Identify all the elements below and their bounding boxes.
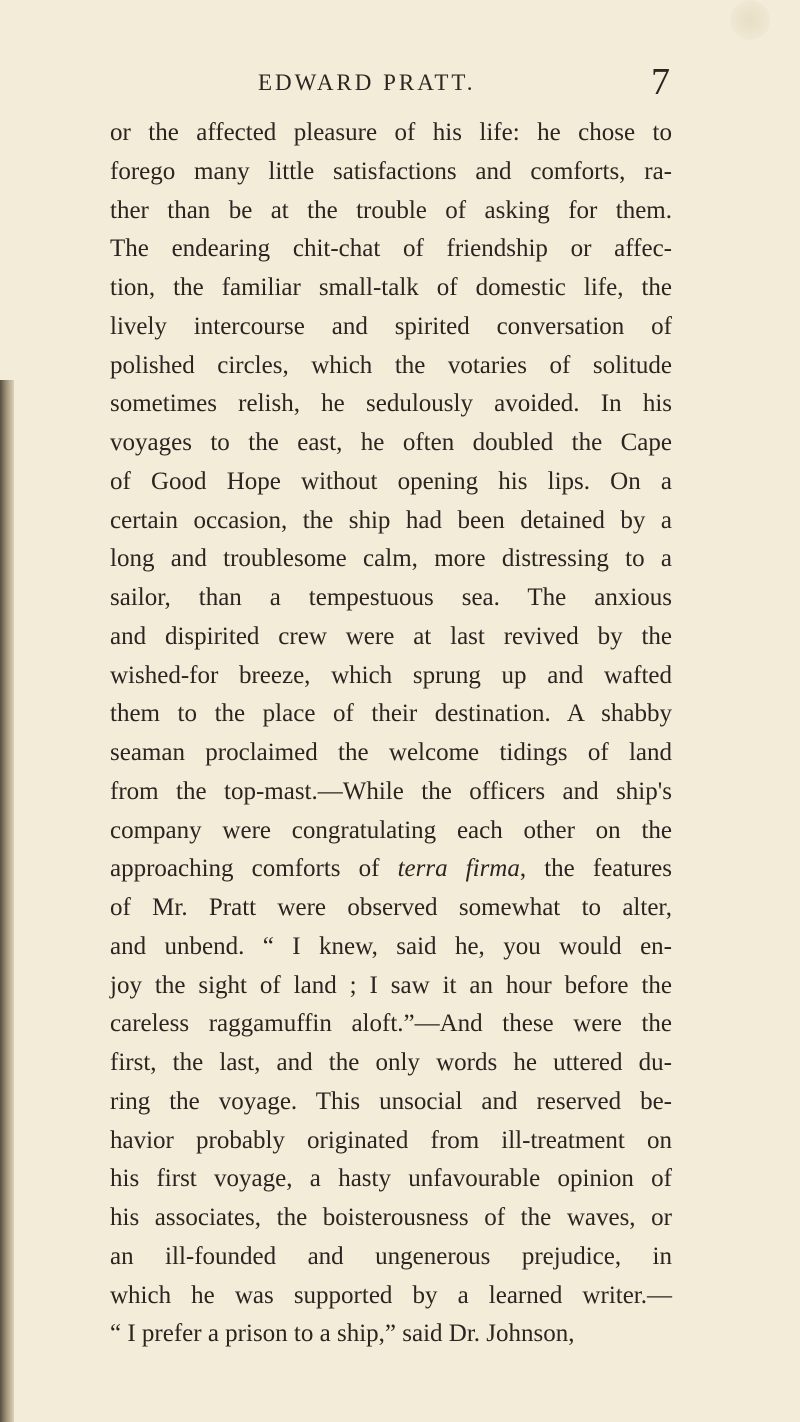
text-line: polished circles, which the votaries of solitude [110, 351, 672, 379]
text-line: long and troublesome calm, more distressing to a [110, 545, 672, 573]
text-line: certain occasion, the ship had been detained by a [110, 506, 672, 534]
text-line: company were congratulating each other on the [110, 816, 672, 844]
text-line: The endearing chit-chat of friendship or affec- [110, 235, 672, 263]
text-line: approaching comforts of terra firma, the features [110, 855, 672, 883]
text-line: “ I prefer a prison to a ship,” said Dr. Johnson, [110, 1320, 575, 1348]
text-line: havior probably originated from ill-treatment on [110, 1126, 672, 1154]
text-line: forego many little satisfactions and comforts, ra- [110, 157, 672, 185]
running-head [110, 62, 670, 102]
text-line: or the affected pleasure of his life: he chose to [110, 119, 672, 146]
text-line: joy the sight of land ; I saw it an hour before the [110, 971, 672, 999]
text-line: and dispirited crew were at last revived by the [110, 622, 672, 650]
text-line: his associates, the boisterousness of the waves, or [110, 1204, 672, 1231]
text-line: which he was supported by a learned writer.— [110, 1281, 672, 1309]
text-line: voyages to the east, he often doubled the Cape [110, 429, 672, 456]
text-line: tion, the familiar small-talk of domestic life, the [110, 274, 672, 301]
text-line: sometimes relish, he sedulously avoided. In his [110, 390, 672, 418]
text-line: of Good Hope without opening his lips. On a [110, 467, 672, 495]
text-line: sailor, than a tempestuous sea. The anxious [110, 584, 672, 611]
paper-stain [730, 0, 770, 40]
text-line: wished-for breeze, which sprung up and wafted [110, 661, 672, 689]
page-number: 7 [651, 61, 670, 103]
text-line: his first voyage, a hasty unfavourable opinion of [110, 1165, 672, 1193]
text-line: and unbend. “ I knew, said he, you would en- [110, 932, 672, 960]
text-line: of Mr. Pratt were observed somewhat to alter, [110, 894, 672, 921]
text-line: an ill-founded and ungenerous prejudice, in [110, 1242, 672, 1270]
text-line: careless raggamuffin aloft.”—And these were the [110, 1010, 672, 1038]
running-title: EDWARD PRATT. [258, 70, 476, 95]
text-line: ring the voyage. This unsocial and reserved be- [110, 1087, 672, 1115]
text-line: from the top-mast.—While the officers and ship's [110, 777, 672, 805]
text-line: ther than be at the trouble of asking for them. [110, 196, 672, 224]
text-line: first, the last, and the only words he uttered du- [110, 1049, 672, 1076]
text-line: seaman proclaimed the welcome tidings of land [110, 739, 672, 766]
text-line: them to the place of their destination. A shabby [110, 700, 672, 728]
text-line: lively intercourse and spirited conversation of [110, 312, 672, 340]
body-text [110, 114, 672, 1354]
